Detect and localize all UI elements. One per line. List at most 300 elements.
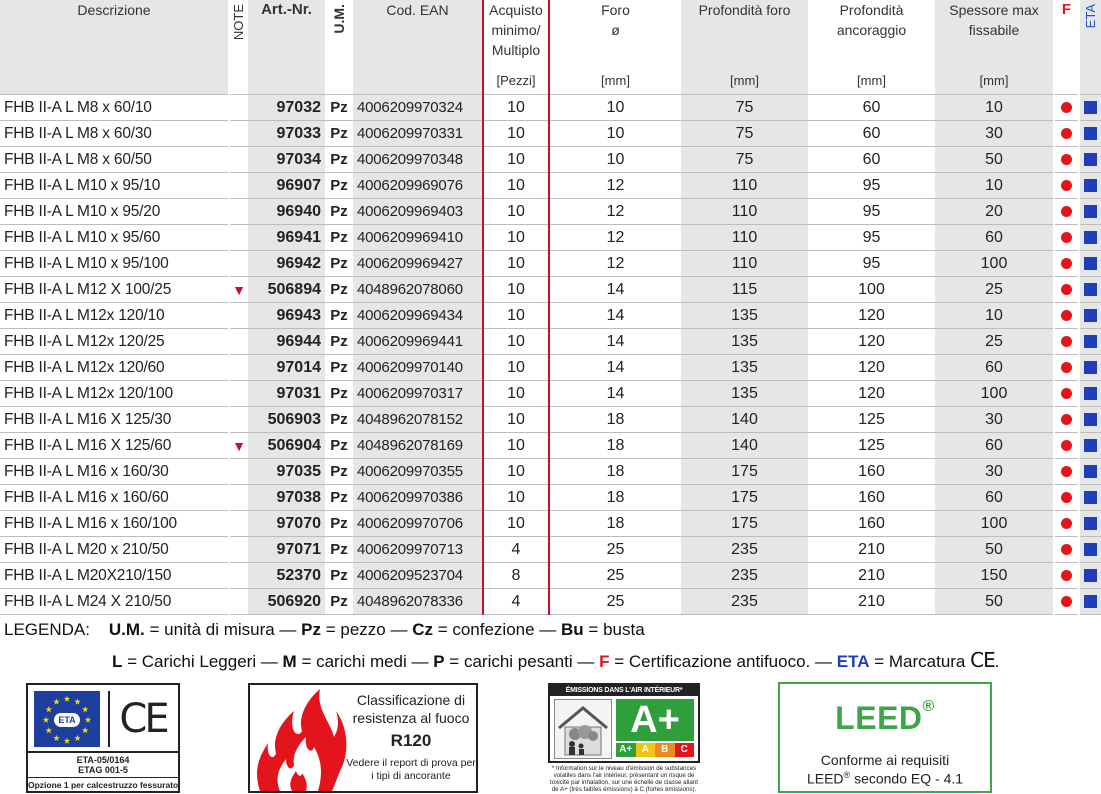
cell-acquisto: 10: [483, 199, 549, 225]
cell-profondita-ancoraggio: 125: [808, 433, 935, 459]
col-header-profondita-ancoraggio: Profondità ancoraggio [mm]: [808, 0, 935, 95]
eta-badge-label: ETA: [54, 713, 80, 727]
eta-note: Opzione 1 per calcestruzzo fessurato: [28, 780, 179, 790]
cell-foro: 14: [549, 381, 681, 407]
cell-eta: [1079, 173, 1101, 199]
col-header-foro: Foro ø [mm]: [549, 0, 681, 95]
cell-f: [1054, 277, 1079, 303]
eta-badge: [26, 683, 180, 793]
cell-profondita-foro: 135: [681, 355, 808, 381]
cell-note: [229, 537, 248, 563]
cell-note: [229, 199, 248, 225]
cell-cod-ean: 4006209970355: [353, 459, 483, 485]
down-triangle-icon: ▼: [229, 433, 248, 459]
cell-spessore: 30: [935, 121, 1054, 147]
cell-profondita-foro: 110: [681, 225, 808, 251]
blue-square-icon: [1084, 153, 1097, 166]
cell-spessore: 25: [935, 277, 1054, 303]
cell-f: [1054, 147, 1079, 173]
table-row: [0, 407, 1101, 433]
cell-descrizione: FHB II-A L M16 x 160/30: [0, 459, 229, 485]
cell-um: Pz: [325, 121, 353, 147]
cell-f: [1054, 225, 1079, 251]
cell-f: [1054, 485, 1079, 511]
cell-um: Pz: [325, 303, 353, 329]
air-emissions-badge: [548, 683, 700, 791]
cell-eta: [1079, 511, 1101, 537]
cell-um: Pz: [325, 407, 353, 433]
cell-foro: 25: [549, 537, 681, 563]
cell-profondita-foro: 175: [681, 511, 808, 537]
col-header-art-nr: Art.-Nr.: [248, 0, 325, 95]
cell-descrizione: FHB II-A L M24 X 210/50: [0, 589, 229, 615]
blue-square-icon: [1084, 465, 1097, 478]
cell-note: [229, 95, 248, 121]
cell-descrizione: FHB II-A L M16 X 125/60: [0, 433, 229, 459]
col-header-spessore: Spessore max fissabile [mm]: [935, 0, 1054, 95]
cell-f: [1054, 563, 1079, 589]
table-row: [0, 121, 1101, 147]
cell-art-nr: 97014: [248, 355, 325, 381]
cell-foro: 12: [549, 251, 681, 277]
cell-art-nr: 96944: [248, 329, 325, 355]
cell-foro: 12: [549, 225, 681, 251]
table-row: [0, 381, 1101, 407]
col-header-f: F: [1054, 0, 1079, 95]
blue-square-icon: [1084, 387, 1097, 400]
cell-art-nr: 96907: [248, 173, 325, 199]
cell-descrizione: FHB II-A L M16 X 125/30: [0, 407, 229, 433]
cell-um: Pz: [325, 173, 353, 199]
red-dot-icon: [1061, 128, 1072, 139]
cell-spessore: 60: [935, 433, 1054, 459]
cell-profondita-foro: 175: [681, 485, 808, 511]
scale-b: B: [655, 743, 675, 757]
cell-art-nr: 506903: [248, 407, 325, 433]
blue-square-icon: [1084, 361, 1097, 374]
cell-acquisto: 10: [483, 485, 549, 511]
cell-descrizione: FHB II-A L M10 x 95/60: [0, 225, 229, 251]
blue-square-icon: [1084, 491, 1097, 504]
ce-badge-icon: CE: [108, 691, 176, 747]
table-row: [0, 511, 1101, 537]
cell-art-nr: 97071: [248, 537, 325, 563]
cell-art-nr: 96943: [248, 303, 325, 329]
air-fine-print: * Information sur le niveau d'émission de substances volatiles dans l'air intérieur, présentant un risque de toxicité par inhalation, sur une échelle de classe allant de A+ (très faibles émissions) à C (fortes émissions).: [550, 765, 698, 793]
table-row: [0, 459, 1101, 485]
cell-acquisto: 10: [483, 173, 549, 199]
leed-badge: [778, 682, 992, 793]
cell-note: [229, 485, 248, 511]
star-icon: [82, 706, 88, 712]
leed-line-1: Conforme ai requisiti: [820, 752, 950, 768]
legend-prefix: LEGENDA:: [4, 620, 90, 639]
red-dot-icon: [1061, 154, 1072, 165]
cell-um: Pz: [325, 329, 353, 355]
cell-eta: [1079, 147, 1101, 173]
legend-m-key: M: [282, 652, 297, 671]
cell-f: [1054, 95, 1079, 121]
cell-acquisto: 10: [483, 407, 549, 433]
cell-profondita-foro: 135: [681, 329, 808, 355]
cell-f: [1054, 329, 1079, 355]
cell-descrizione: FHB II-A L M10 x 95/100: [0, 251, 229, 277]
cell-eta: [1079, 303, 1101, 329]
cell-cod-ean: 4006209969076: [353, 173, 483, 199]
cell-descrizione: FHB II-A L M12 X 100/25: [0, 277, 229, 303]
cell-foro: 10: [549, 95, 681, 121]
cell-spessore: 60: [935, 485, 1054, 511]
red-dot-icon: [1061, 388, 1072, 399]
cell-profondita-foro: 235: [681, 589, 808, 615]
cell-note: [229, 121, 248, 147]
table-row: [0, 251, 1101, 277]
star-icon: [74, 735, 80, 741]
red-dot-icon: [1061, 544, 1072, 555]
cell-profondita-foro: 115: [681, 277, 808, 303]
red-dot-icon: [1061, 232, 1072, 243]
legend-pz-key: Pz: [301, 620, 321, 639]
cell-um: Pz: [325, 277, 353, 303]
cell-f: [1054, 173, 1079, 199]
cell-cod-ean: 4006209969427: [353, 251, 483, 277]
legend-um-text: = unità di misura —: [144, 620, 302, 639]
legend-end: .: [994, 652, 1000, 671]
cell-profondita-foro: 175: [681, 459, 808, 485]
cell-f: [1054, 355, 1079, 381]
cell-profondita-foro: 135: [681, 303, 808, 329]
cell-cod-ean: 4006209970324: [353, 95, 483, 121]
cell-profondita-foro: 75: [681, 95, 808, 121]
cell-descrizione: FHB II-A L M10 x 95/20: [0, 199, 229, 225]
star-icon: [46, 727, 52, 733]
table-row: [0, 355, 1101, 381]
table-body: [0, 95, 1101, 615]
table-row: [0, 329, 1101, 355]
star-icon: [43, 717, 49, 723]
star-icon: [64, 738, 70, 744]
cell-acquisto: 10: [483, 329, 549, 355]
cell-art-nr: 97034: [248, 147, 325, 173]
cell-spessore: 30: [935, 459, 1054, 485]
cell-profondita-ancoraggio: 210: [808, 563, 935, 589]
cell-cod-ean: 4006209969434: [353, 303, 483, 329]
cell-acquisto: 4: [483, 589, 549, 615]
red-dot-icon: [1061, 284, 1072, 295]
eta-code-2: ETAG 001-5: [78, 765, 128, 775]
cell-acquisto: 10: [483, 303, 549, 329]
cell-f: [1054, 511, 1079, 537]
legend-cz-key: Cz: [412, 620, 433, 639]
acquisto-label: Acquisto minimo/ Multiplo: [489, 2, 543, 58]
cell-um: Pz: [325, 147, 353, 173]
cell-cod-ean: 4048962078152: [353, 407, 483, 433]
cell-profondita-ancoraggio: 120: [808, 303, 935, 329]
cell-cod-ean: 4006209970386: [353, 485, 483, 511]
red-dot-icon: [1061, 570, 1072, 581]
star-icon: [82, 727, 88, 733]
fire-title: Classificazione di resistenza al fuoco: [352, 692, 470, 726]
cell-profondita-ancoraggio: 120: [808, 381, 935, 407]
cell-spessore: 10: [935, 173, 1054, 199]
cell-acquisto: 4: [483, 537, 549, 563]
blue-square-icon: [1084, 231, 1097, 244]
cell-descrizione: FHB II-A L M16 x 160/60: [0, 485, 229, 511]
col-header-um: U.M.: [325, 0, 353, 95]
legend-bu-text: = busta: [583, 620, 645, 639]
red-dot-icon: [1061, 258, 1072, 269]
cell-cod-ean: 4006209969403: [353, 199, 483, 225]
blue-square-icon: [1084, 283, 1097, 296]
cell-profondita-foro: 140: [681, 433, 808, 459]
table-row: [0, 199, 1101, 225]
red-dot-icon: [1061, 596, 1072, 607]
col-header-descrizione: Descrizione: [0, 0, 229, 95]
cell-eta: [1079, 251, 1101, 277]
cell-acquisto: 10: [483, 511, 549, 537]
cell-descrizione: FHB II-A L M20 x 210/50: [0, 537, 229, 563]
cell-f: [1054, 407, 1079, 433]
red-dot-icon: [1061, 310, 1072, 321]
cell-cod-ean: 4006209970348: [353, 147, 483, 173]
cell-eta: [1079, 433, 1101, 459]
legend-line-1: [4, 620, 645, 640]
scale-c: C: [675, 743, 695, 757]
cell-foro: 14: [549, 277, 681, 303]
cell-cod-ean: 4006209969410: [353, 225, 483, 251]
fire-note: Vedere il report di prova per i tipi di ancorante: [346, 757, 476, 782]
blue-square-icon: [1084, 413, 1097, 426]
cell-art-nr: 96942: [248, 251, 325, 277]
legend-line-2: [112, 648, 999, 672]
cell-art-nr: 97033: [248, 121, 325, 147]
red-dot-icon: [1061, 362, 1072, 373]
cell-profondita-ancoraggio: 60: [808, 147, 935, 173]
cell-descrizione: FHB II-A L M16 x 160/100: [0, 511, 229, 537]
cell-note: [229, 407, 248, 433]
cell-foro: 18: [549, 511, 681, 537]
eu-stars-icon: [34, 691, 100, 747]
cell-art-nr: 506920: [248, 589, 325, 615]
table-row: [0, 589, 1101, 615]
cell-eta: [1079, 95, 1101, 121]
cell-profondita-ancoraggio: 95: [808, 199, 935, 225]
cell-eta: [1079, 381, 1101, 407]
eta-code-1: ETA-05/0164: [76, 755, 130, 765]
cell-eta: [1079, 563, 1101, 589]
legend-bu-key: Bu: [561, 620, 584, 639]
blue-square-icon: [1084, 543, 1097, 556]
red-dot-icon: [1061, 466, 1072, 477]
cell-note: [229, 511, 248, 537]
cell-eta: [1079, 407, 1101, 433]
cell-acquisto: 10: [483, 433, 549, 459]
blue-square-icon: [1084, 205, 1097, 218]
cell-acquisto: 10: [483, 277, 549, 303]
table-row: [0, 433, 1101, 459]
cell-profondita-foro: 235: [681, 537, 808, 563]
cell-acquisto: 10: [483, 355, 549, 381]
cell-um: Pz: [325, 563, 353, 589]
cell-eta: [1079, 459, 1101, 485]
cell-art-nr: 97038: [248, 485, 325, 511]
cell-note: [229, 459, 248, 485]
cell-profondita-ancoraggio: 160: [808, 459, 935, 485]
cell-profondita-foro: 110: [681, 199, 808, 225]
legend-l-key: L: [112, 652, 123, 671]
col-header-note: NOTE: [229, 0, 248, 95]
cell-cod-ean: 4006209970331: [353, 121, 483, 147]
legend-p-text: = carichi pesanti —: [444, 652, 600, 671]
air-scale: [616, 743, 694, 757]
cell-art-nr: 506894: [248, 277, 325, 303]
table-row: [0, 225, 1101, 251]
cell-profondita-ancoraggio: 95: [808, 173, 935, 199]
table-row: [0, 147, 1101, 173]
cell-foro: 25: [549, 563, 681, 589]
cell-note: [229, 251, 248, 277]
cell-cod-ean: 4048962078060: [353, 277, 483, 303]
red-dot-icon: [1061, 492, 1072, 503]
cell-foro: 10: [549, 121, 681, 147]
cell-eta: [1079, 199, 1101, 225]
cell-profondita-foro: 110: [681, 173, 808, 199]
cell-spessore: 10: [935, 303, 1054, 329]
cell-eta: [1079, 537, 1101, 563]
cell-um: Pz: [325, 485, 353, 511]
cell-foro: 14: [549, 303, 681, 329]
cell-profondita-ancoraggio: 120: [808, 355, 935, 381]
col-header-cod-ean: Cod. EAN: [353, 0, 483, 95]
star-icon: [46, 706, 52, 712]
cell-art-nr: 97070: [248, 511, 325, 537]
cell-foro: 18: [549, 433, 681, 459]
cell-art-nr: 97032: [248, 95, 325, 121]
house-icon: [554, 699, 612, 759]
cell-spessore: 60: [935, 225, 1054, 251]
cell-um: Pz: [325, 95, 353, 121]
cell-eta: [1079, 329, 1101, 355]
cell-cod-ean: 4048962078336: [353, 589, 483, 615]
cell-profondita-foro: 110: [681, 251, 808, 277]
cell-acquisto: 8: [483, 563, 549, 589]
cell-profondita-ancoraggio: 210: [808, 589, 935, 615]
legend-eta-text: = Marcatura: [869, 652, 966, 671]
cell-descrizione: FHB II-A L M12x 120/10: [0, 303, 229, 329]
cell-cod-ean: 4006209523704: [353, 563, 483, 589]
cell-profondita-ancoraggio: 95: [808, 251, 935, 277]
cell-f: [1054, 537, 1079, 563]
cell-descrizione: FHB II-A L M10 x 95/10: [0, 173, 229, 199]
blue-square-icon: [1084, 595, 1097, 608]
cell-foro: 18: [549, 485, 681, 511]
cell-profondita-ancoraggio: 120: [808, 329, 935, 355]
cell-f: [1054, 459, 1079, 485]
cell-acquisto: 10: [483, 381, 549, 407]
cell-cod-ean: 4048962078169: [353, 433, 483, 459]
cell-foro: 12: [549, 173, 681, 199]
cell-um: Pz: [325, 459, 353, 485]
red-dot-icon: [1061, 414, 1072, 425]
cell-note: [229, 563, 248, 589]
cell-spessore: 100: [935, 251, 1054, 277]
col-header-acquisto: [483, 0, 549, 95]
cell-um: Pz: [325, 381, 353, 407]
table-row: [0, 537, 1101, 563]
cell-f: [1054, 381, 1079, 407]
cell-eta: [1079, 121, 1101, 147]
legend-m-text: = carichi medi —: [296, 652, 434, 671]
cell-foro: 14: [549, 355, 681, 381]
cell-um: Pz: [325, 199, 353, 225]
cell-foro: 18: [549, 407, 681, 433]
cell-um: Pz: [325, 433, 353, 459]
cell-cod-ean: 4006209970140: [353, 355, 483, 381]
cell-spessore: 150: [935, 563, 1054, 589]
cell-profondita-ancoraggio: 160: [808, 485, 935, 511]
legend-pz-text: = pezzo —: [321, 620, 413, 639]
cell-foro: 10: [549, 147, 681, 173]
cell-profondita-ancoraggio: 125: [808, 407, 935, 433]
cell-eta: [1079, 277, 1101, 303]
cell-art-nr: 97035: [248, 459, 325, 485]
red-dot-icon: [1061, 206, 1072, 217]
acquisto-unit: [Pezzi]: [496, 73, 536, 88]
cell-cod-ean: 4006209969441: [353, 329, 483, 355]
cell-profondita-ancoraggio: 160: [808, 511, 935, 537]
cell-acquisto: 10: [483, 251, 549, 277]
cell-f: [1054, 121, 1079, 147]
cell-note: [229, 303, 248, 329]
star-icon: [53, 735, 59, 741]
red-dot-icon: [1061, 180, 1072, 191]
cell-art-nr: 96940: [248, 199, 325, 225]
cell-spessore: 50: [935, 589, 1054, 615]
cell-f: [1054, 303, 1079, 329]
cell-profondita-foro: 140: [681, 407, 808, 433]
cell-note: [229, 355, 248, 381]
cell-descrizione: FHB II-A L M8 x 60/50: [0, 147, 229, 173]
cell-art-nr: 96941: [248, 225, 325, 251]
cell-profondita-ancoraggio: 100: [808, 277, 935, 303]
cell-cod-ean: 4006209970713: [353, 537, 483, 563]
table-row: [0, 95, 1101, 121]
down-triangle-icon: ▼: [229, 277, 248, 303]
cell-descrizione: FHB II-A L M8 x 60/30: [0, 121, 229, 147]
cell-acquisto: 10: [483, 459, 549, 485]
table-row: [0, 563, 1101, 589]
red-dot-icon: [1061, 102, 1072, 113]
air-grade: A+: [616, 699, 694, 741]
cell-f: [1054, 199, 1079, 225]
legend-um-key: U.M.: [108, 620, 145, 639]
cell-spessore: 100: [935, 381, 1054, 407]
cell-spessore: 100: [935, 511, 1054, 537]
cell-note: [229, 381, 248, 407]
air-header: ÉMISSIONS DANS L'AIR INTÉRIEUR*: [550, 685, 698, 696]
cell-art-nr: 506904: [248, 433, 325, 459]
cell-acquisto: 10: [483, 225, 549, 251]
table-row: [0, 277, 1101, 303]
cell-acquisto: 10: [483, 121, 549, 147]
cell-profondita-ancoraggio: 60: [808, 121, 935, 147]
cell-profondita-foro: 75: [681, 147, 808, 173]
fire-rating: R120: [390, 731, 432, 750]
cell-descrizione: FHB II-A L M12x 120/60: [0, 355, 229, 381]
cell-descrizione: FHB II-A L M12x 120/25: [0, 329, 229, 355]
cell-cod-ean: 4006209970317: [353, 381, 483, 407]
cell-acquisto: 10: [483, 147, 549, 173]
